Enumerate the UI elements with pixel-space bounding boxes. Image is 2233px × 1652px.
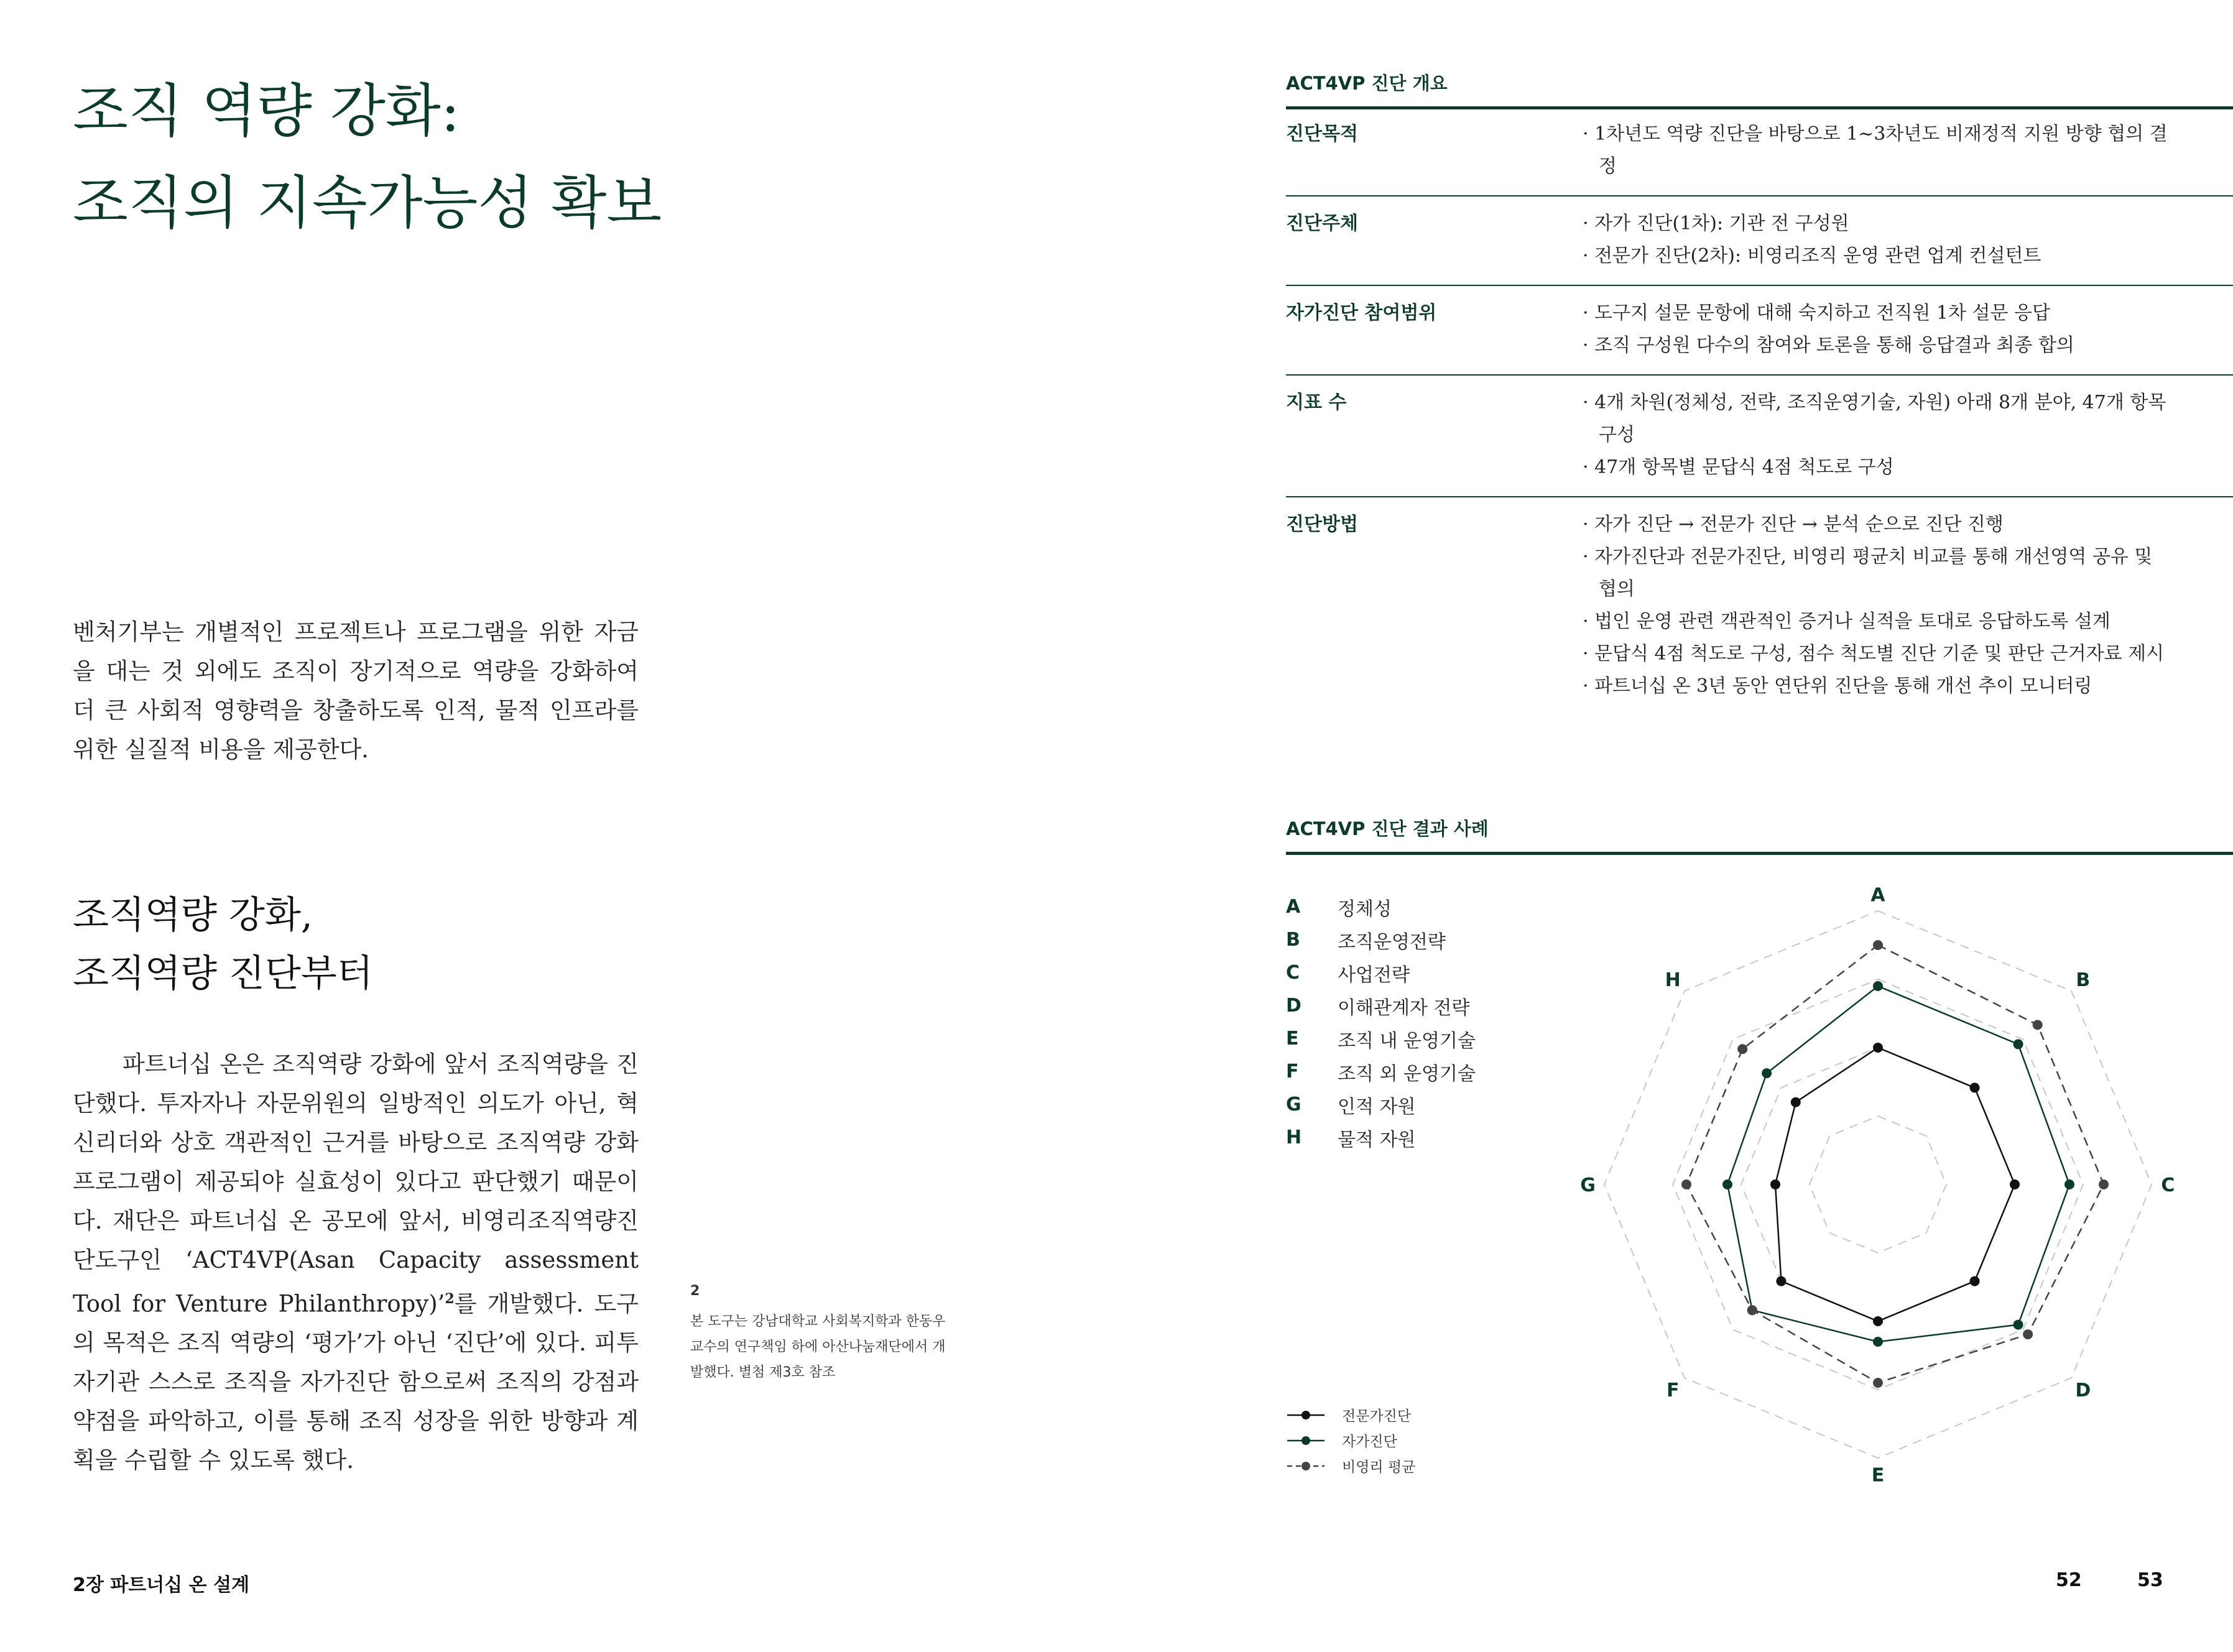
radar-grid-ring (1810, 1116, 1946, 1253)
series-legend-label: 전문가진단 (1342, 1408, 1412, 1424)
radar-axis-label: G (1580, 1174, 1596, 1196)
footnote-text: 본 도구는 강남대학교 사회복지학과 한동우 교수의 연구책임 하에 아산나눔재단에서 개발했다. 별첨 제3호 참조 (690, 1314, 946, 1380)
body-paragraph (73, 1045, 639, 1480)
row-item: · 1차년도 역량 진단을 바탕으로 1~3차년도 비재정적 지원 방향 협의 결정 (1583, 123, 2168, 177)
row-item: · 자가 진단 → 전문가 진단 → 분석 순으로 진단 진행 (1583, 514, 2004, 535)
radar-data-point (1873, 981, 1883, 991)
radar-data-point (1791, 1097, 1801, 1107)
legend-label: 물적 자원 (1338, 1128, 1416, 1151)
legend-key: C (1286, 962, 1300, 984)
legend-key: F (1286, 1061, 1299, 1082)
page-title-line-2: 조직의 지속가능성 확보 (73, 170, 662, 236)
section-subtitle (73, 886, 570, 1003)
row-item: · 4개 차원(정체성, 전략, 조직운영기술, 자원) 아래 8개 분야, 47개 항목 구성 (1583, 392, 2166, 446)
radar-data-point (1747, 1305, 1757, 1315)
radar-data-point (2099, 1179, 2109, 1189)
row-item: · 도구지 설문 문항에 대해 숙지하고 전직원 1차 설문 응답 (1583, 302, 2051, 324)
body-text-part-1: 파트너십 온은 조직역량 강화에 앞서 조직역량을 진단했다. 투자자나 자문위원의 일방적인 의도가 아닌, 혁신리더와 상호 객관적인 근거를 바탕으로 조직역량 강화 프로그램이 제공되야 실효성이 있다고 판단했기 때문이다. 재단은 파트너십 온 공모에 앞서, 비영리조직역량진단도구인 ‘ACT4VP(Asan Capacity assessment Tool for Venture Philanthropy)’ (73, 1051, 639, 1317)
legend-key: H (1286, 1127, 1302, 1148)
legend-key: E (1286, 1028, 1299, 1050)
intro-paragraph: 벤처기부는 개별적인 프로젝트나 프로그램을 위한 자금을 대는 것 외에도 조직이 장기적으로 역량을 강화하여 더 큰 사회적 영향력을 창출하도록 인적, 물적 인프라를 위한 실질적 비용을 제공한다. (73, 619, 639, 763)
legend-item (1286, 956, 1476, 989)
table-row (1286, 497, 2233, 715)
row-item: · 조직 구성원 다수의 참여와 토론을 통해 응답결과 최종 합의 (1583, 335, 2074, 356)
chapter-footer: 2장 파트너십 온 설계 (73, 1574, 250, 1596)
legend-key: G (1286, 1094, 1301, 1115)
body-text-part-2: 를 개발했다. 도구의 목적은 조직 역량의 ‘평가’가 아닌 ‘진단’에 있다. 피투자기관 스스로 조직을 자가진단 함으로써 조직의 강점과 약점을 파악하고, 이를 통해 조직 성장을 위한 방향과 계획을 수립할 수 있도록 했다. (73, 1290, 639, 1474)
radar-data-point (2010, 1179, 2020, 1189)
legend-item (1286, 890, 1476, 923)
legend-label: 정체성 (1338, 898, 1392, 920)
overview-table (1286, 107, 2233, 715)
row-item: · 자가 진단(1차): 기관 전 구성원 (1583, 213, 1849, 234)
radar-data-point (1681, 1179, 1691, 1189)
legend-key: B (1286, 929, 1300, 951)
series-legend (1286, 1402, 1415, 1479)
radar-data-point (2023, 1329, 2033, 1339)
radar-data-point (1873, 1378, 1883, 1388)
overview-heading: ACT4VP 진단 개요 (1286, 70, 2233, 109)
radar-data-point (1970, 1276, 1980, 1286)
section-subtitle-line-2: 조직역량 진단부터 (73, 952, 373, 995)
legend-label: 조직운영전략 (1338, 931, 1446, 953)
series-legend-item (1286, 1402, 1415, 1428)
legend-item (1286, 1055, 1476, 1088)
radar-data-point (1770, 1179, 1780, 1189)
table-row (1286, 107, 2233, 196)
legend-key: A (1286, 896, 1301, 918)
radar-data-point (1873, 1043, 1883, 1053)
radar-chart (1555, 877, 2226, 1498)
legend-label: 이해관계자 전략 (1338, 997, 1470, 1019)
page-title (73, 65, 695, 249)
axis-legend (1286, 890, 1476, 1154)
table-row (1286, 286, 2233, 376)
results-heading: ACT4VP 진단 결과 사례 (1286, 815, 2233, 855)
legend-label: 사업전략 (1338, 964, 1410, 986)
row-label: 지표 수 (1286, 392, 1347, 413)
legend-key: D (1286, 995, 1301, 1017)
radar-data-point (1873, 1316, 1883, 1326)
radar-axis-label: F (1666, 1379, 1680, 1401)
radar-axis-label: H (1665, 969, 1681, 992)
series-swatch-icon (1286, 1460, 1326, 1472)
page-number-right: 53 (2137, 1569, 2163, 1591)
radar-data-point (2013, 1320, 2023, 1330)
radar-data-point (1722, 1179, 1732, 1189)
row-item: · 전문가 진단(2차): 비영리조직 운영 관련 업계 컨설턴트 (1583, 245, 2041, 267)
radar-data-point (1873, 940, 1883, 950)
radar-data-point (1762, 1068, 1772, 1078)
radar-data-point (1776, 1276, 1786, 1286)
row-label: 자가진단 참여범위 (1286, 302, 1437, 324)
series-legend-label: 자가진단 (1342, 1434, 1397, 1450)
page-number-left: 52 (2056, 1569, 2082, 1591)
row-item: · 문답식 4점 척도로 구성, 점수 척도별 진단 기준 및 판단 근거자료 제시 (1583, 643, 2165, 665)
legend-label: 조직 외 운영기술 (1338, 1063, 1476, 1085)
page-title-line-1: 조직 역량 강화: (73, 78, 460, 144)
legend-item (1286, 1121, 1476, 1154)
legend-label: 조직 내 운영기술 (1338, 1030, 1476, 1052)
radar-data-point (2013, 1039, 2023, 1049)
radar-data-point (1970, 1082, 1980, 1092)
series-legend-label: 비영리 평균 (1342, 1459, 1416, 1475)
series-legend-item (1286, 1453, 1415, 1479)
row-item: · 파트너십 온 3년 동안 연단위 진단을 통해 개선 추이 모니터링 (1583, 675, 2092, 697)
row-item: · 법인 운영 관련 객관적인 증거나 실적을 토대로 응답하도록 설계 (1583, 611, 2110, 632)
legend-item (1286, 923, 1476, 956)
row-label: 진단방법 (1286, 514, 1358, 535)
legend-item (1286, 989, 1476, 1022)
radar-data-point (2064, 1179, 2074, 1189)
radar-axis-label: D (2075, 1379, 2091, 1401)
series-swatch-icon (1286, 1434, 1326, 1447)
legend-item (1286, 1088, 1476, 1121)
radar-axis-label: B (2076, 969, 2091, 992)
radar-axis-label: A (1870, 884, 1885, 907)
row-label: 진단목적 (1286, 123, 1358, 145)
radar-axis-label: E (1871, 1464, 1885, 1487)
row-label: 진단주체 (1286, 213, 1358, 234)
footnote-number: 2 (690, 1283, 700, 1299)
footnote-reference[interactable]: 2 (445, 1291, 455, 1307)
radar-data-point (1873, 1337, 1883, 1347)
row-item: · 47개 항목별 문답식 4점 척도로 구성 (1583, 456, 1894, 478)
legend-label: 인적 자원 (1338, 1096, 1416, 1118)
radar-data-point (1737, 1044, 1747, 1054)
series-legend-item (1286, 1428, 1415, 1453)
section-subtitle-line-1: 조직역량 강화, (73, 893, 313, 937)
table-row (1286, 376, 2233, 497)
series-swatch-icon (1286, 1409, 1326, 1421)
legend-item (1286, 1022, 1476, 1055)
table-row (1286, 196, 2233, 286)
row-item: · 자가진단과 전문가진단, 비영리 평균치 비교를 통해 개선영역 공유 및 협의 (1583, 546, 2153, 600)
radar-axis-label: C (2161, 1174, 2175, 1196)
radar-data-point (2033, 1020, 2043, 1030)
